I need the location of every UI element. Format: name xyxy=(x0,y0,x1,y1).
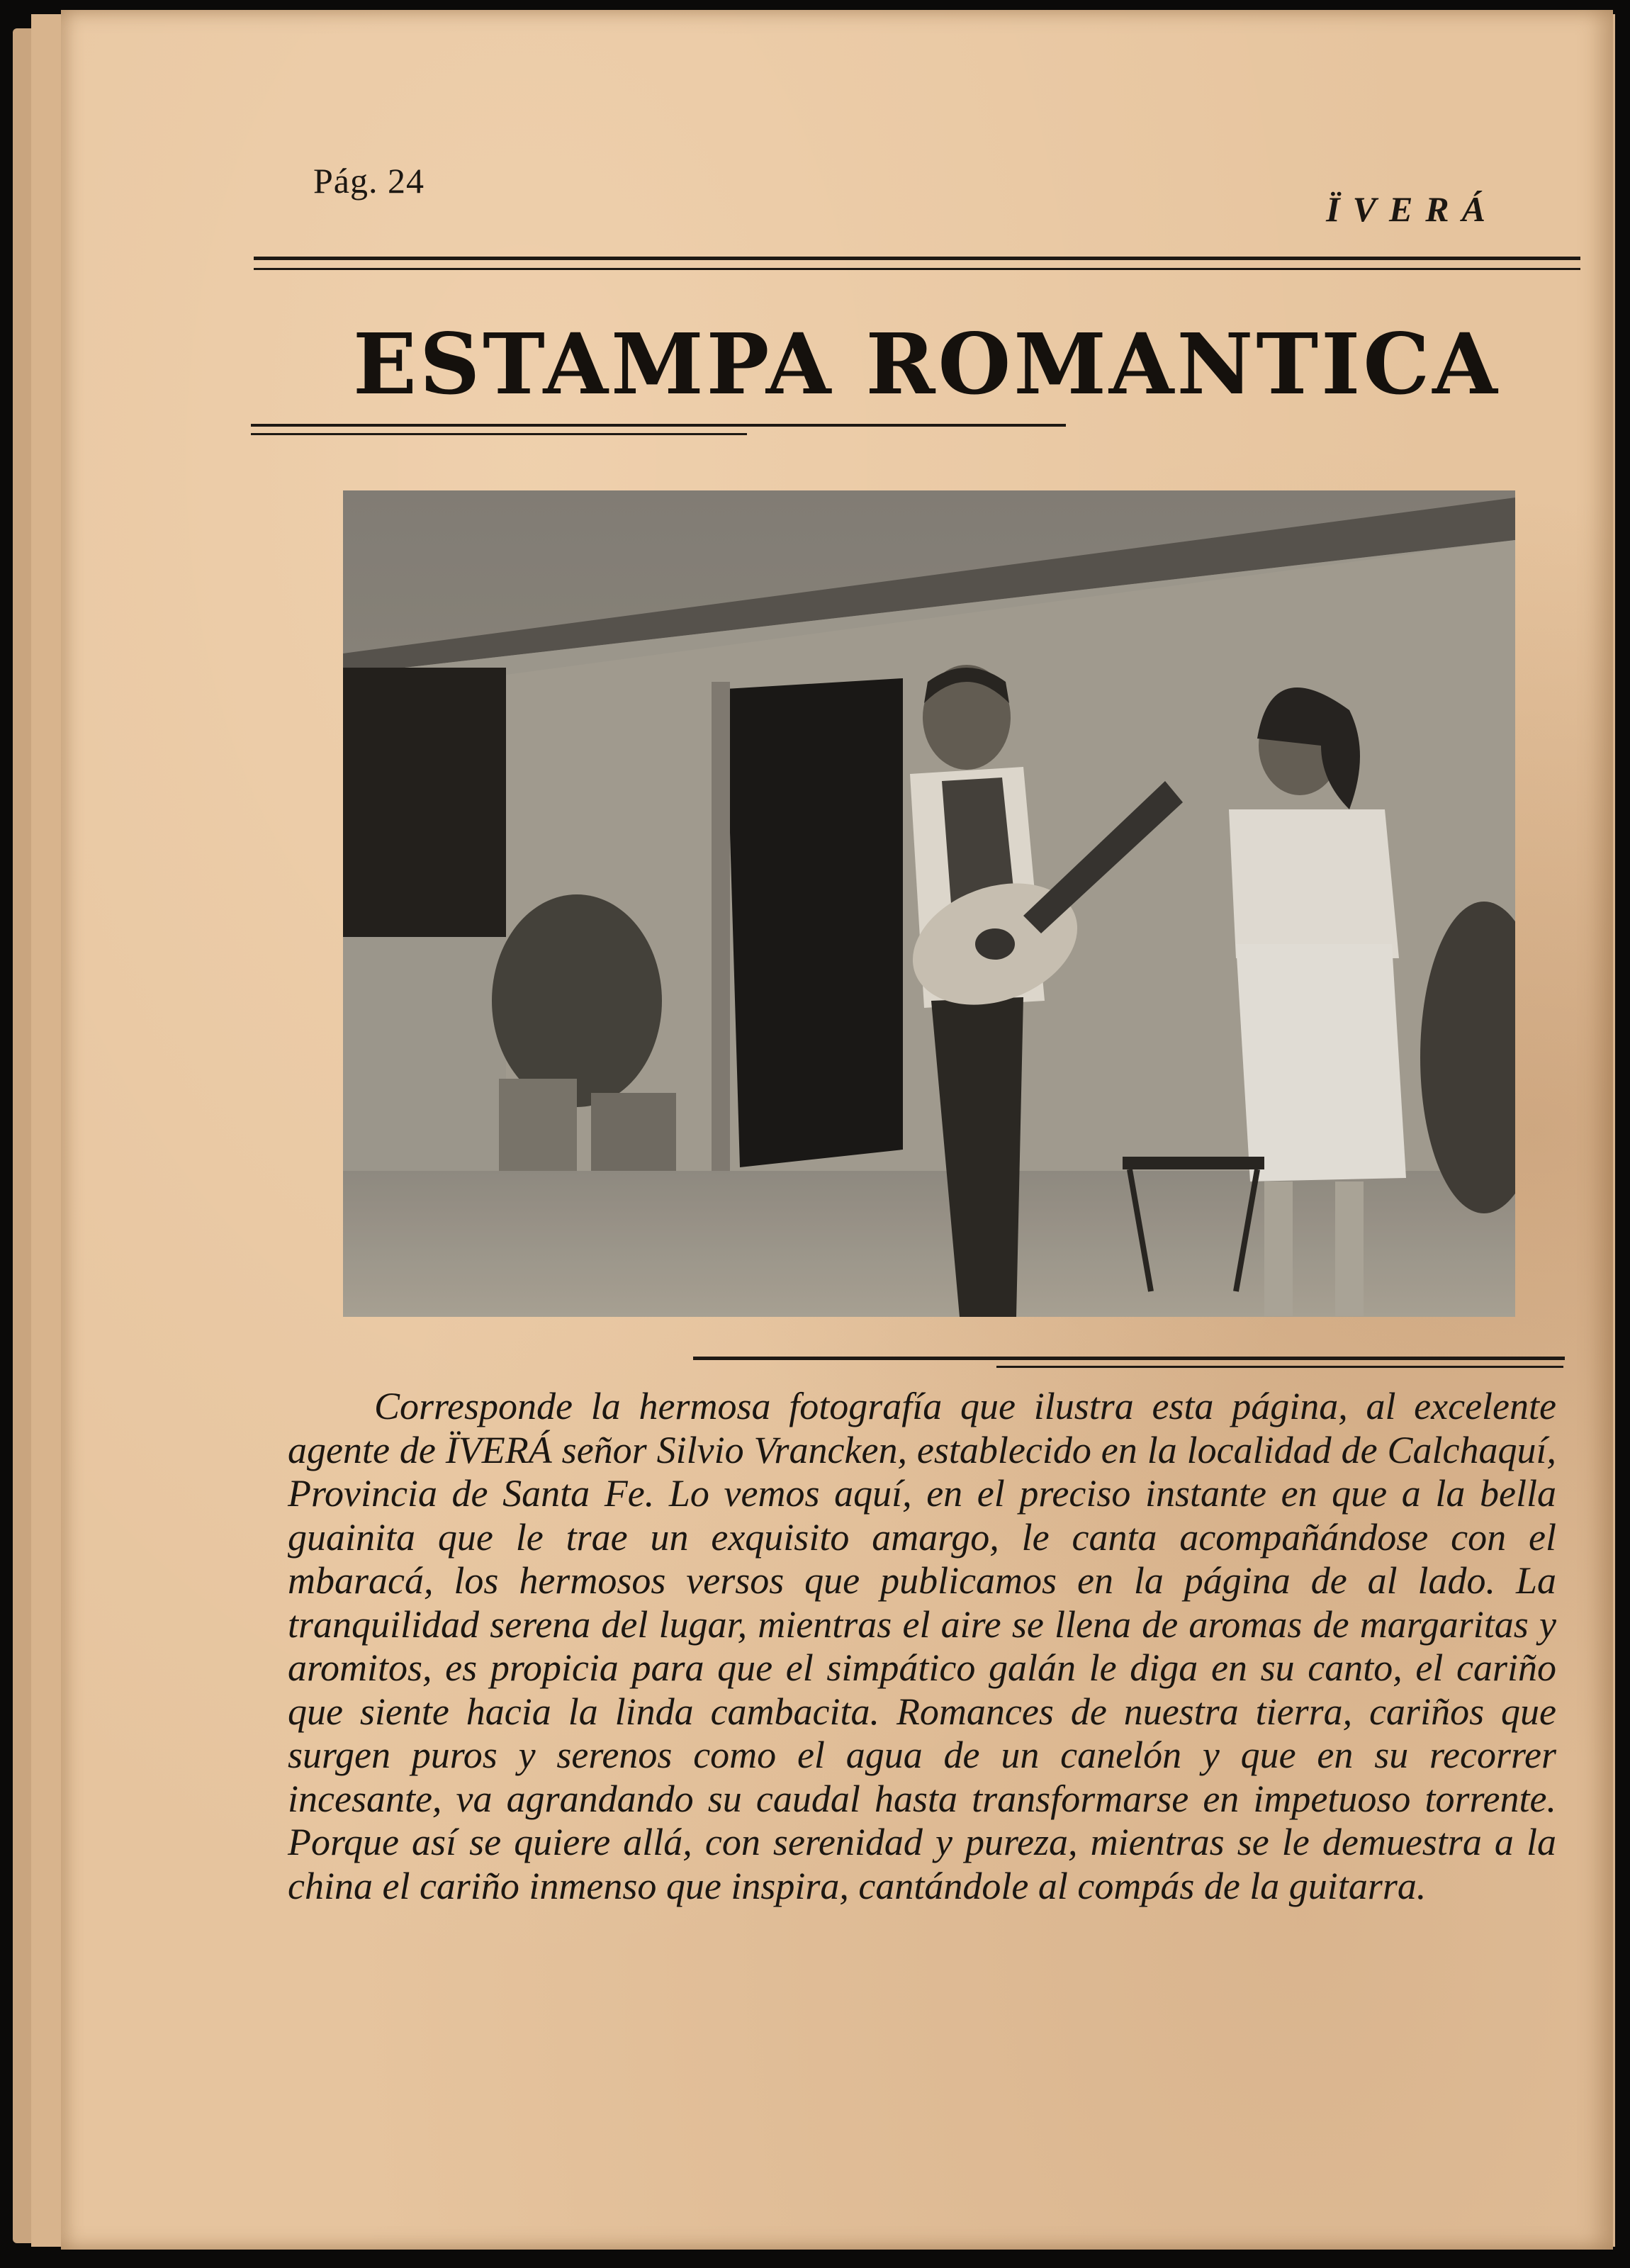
photograph-icon xyxy=(343,490,1515,1317)
magazine-name: ÏVERÁ xyxy=(1326,189,1498,229)
caption-rule-bottom xyxy=(996,1366,1563,1368)
page-number: Pág. 24 xyxy=(313,161,425,201)
title-underline-bottom xyxy=(251,433,747,435)
magazine-page xyxy=(61,10,1613,2250)
article-title: ESTAMPA ROMANTICA xyxy=(353,315,1500,413)
article-body: Corresponde la hermosa fotografía que ilustra esta página, al excelente agente de ÏVERÁ señor Silvio Vrancken, establecido en la localidad de Calchaquí, Provincia de Santa Fe. Lo vemos aquí, en el preciso instante en que a la bella guainita que le trae un exquisito amargo, le canta acompañándose con el mbaracá, los hermosos versos que publicamos en la página de al lado. La tranquilidad serena del lugar, mientras el aire se llena de aromas de margaritas y aromitos, es propicia para que el simpático galán le diga en su canto, el cariño que siente hacia la linda cambacita. Romances de nuestra tierra, cariños que surgen puros y serenos como el agua de un canelón y que en su recorrer incesante, va agrandando su caudal hasta transformarse en impetuoso torrente. Porque así se quiere allá, con serenidad y pureza, mientras se le demuestra a la china el cariño inmenso que inspira, cantándole al compás de la guitarra. xyxy=(288,1385,1556,1907)
title-underline-top xyxy=(251,424,1066,427)
header-rule-bottom xyxy=(254,268,1580,270)
article-photograph xyxy=(343,490,1515,1317)
caption-rule-top xyxy=(693,1357,1565,1360)
header-rule-top xyxy=(254,257,1580,260)
